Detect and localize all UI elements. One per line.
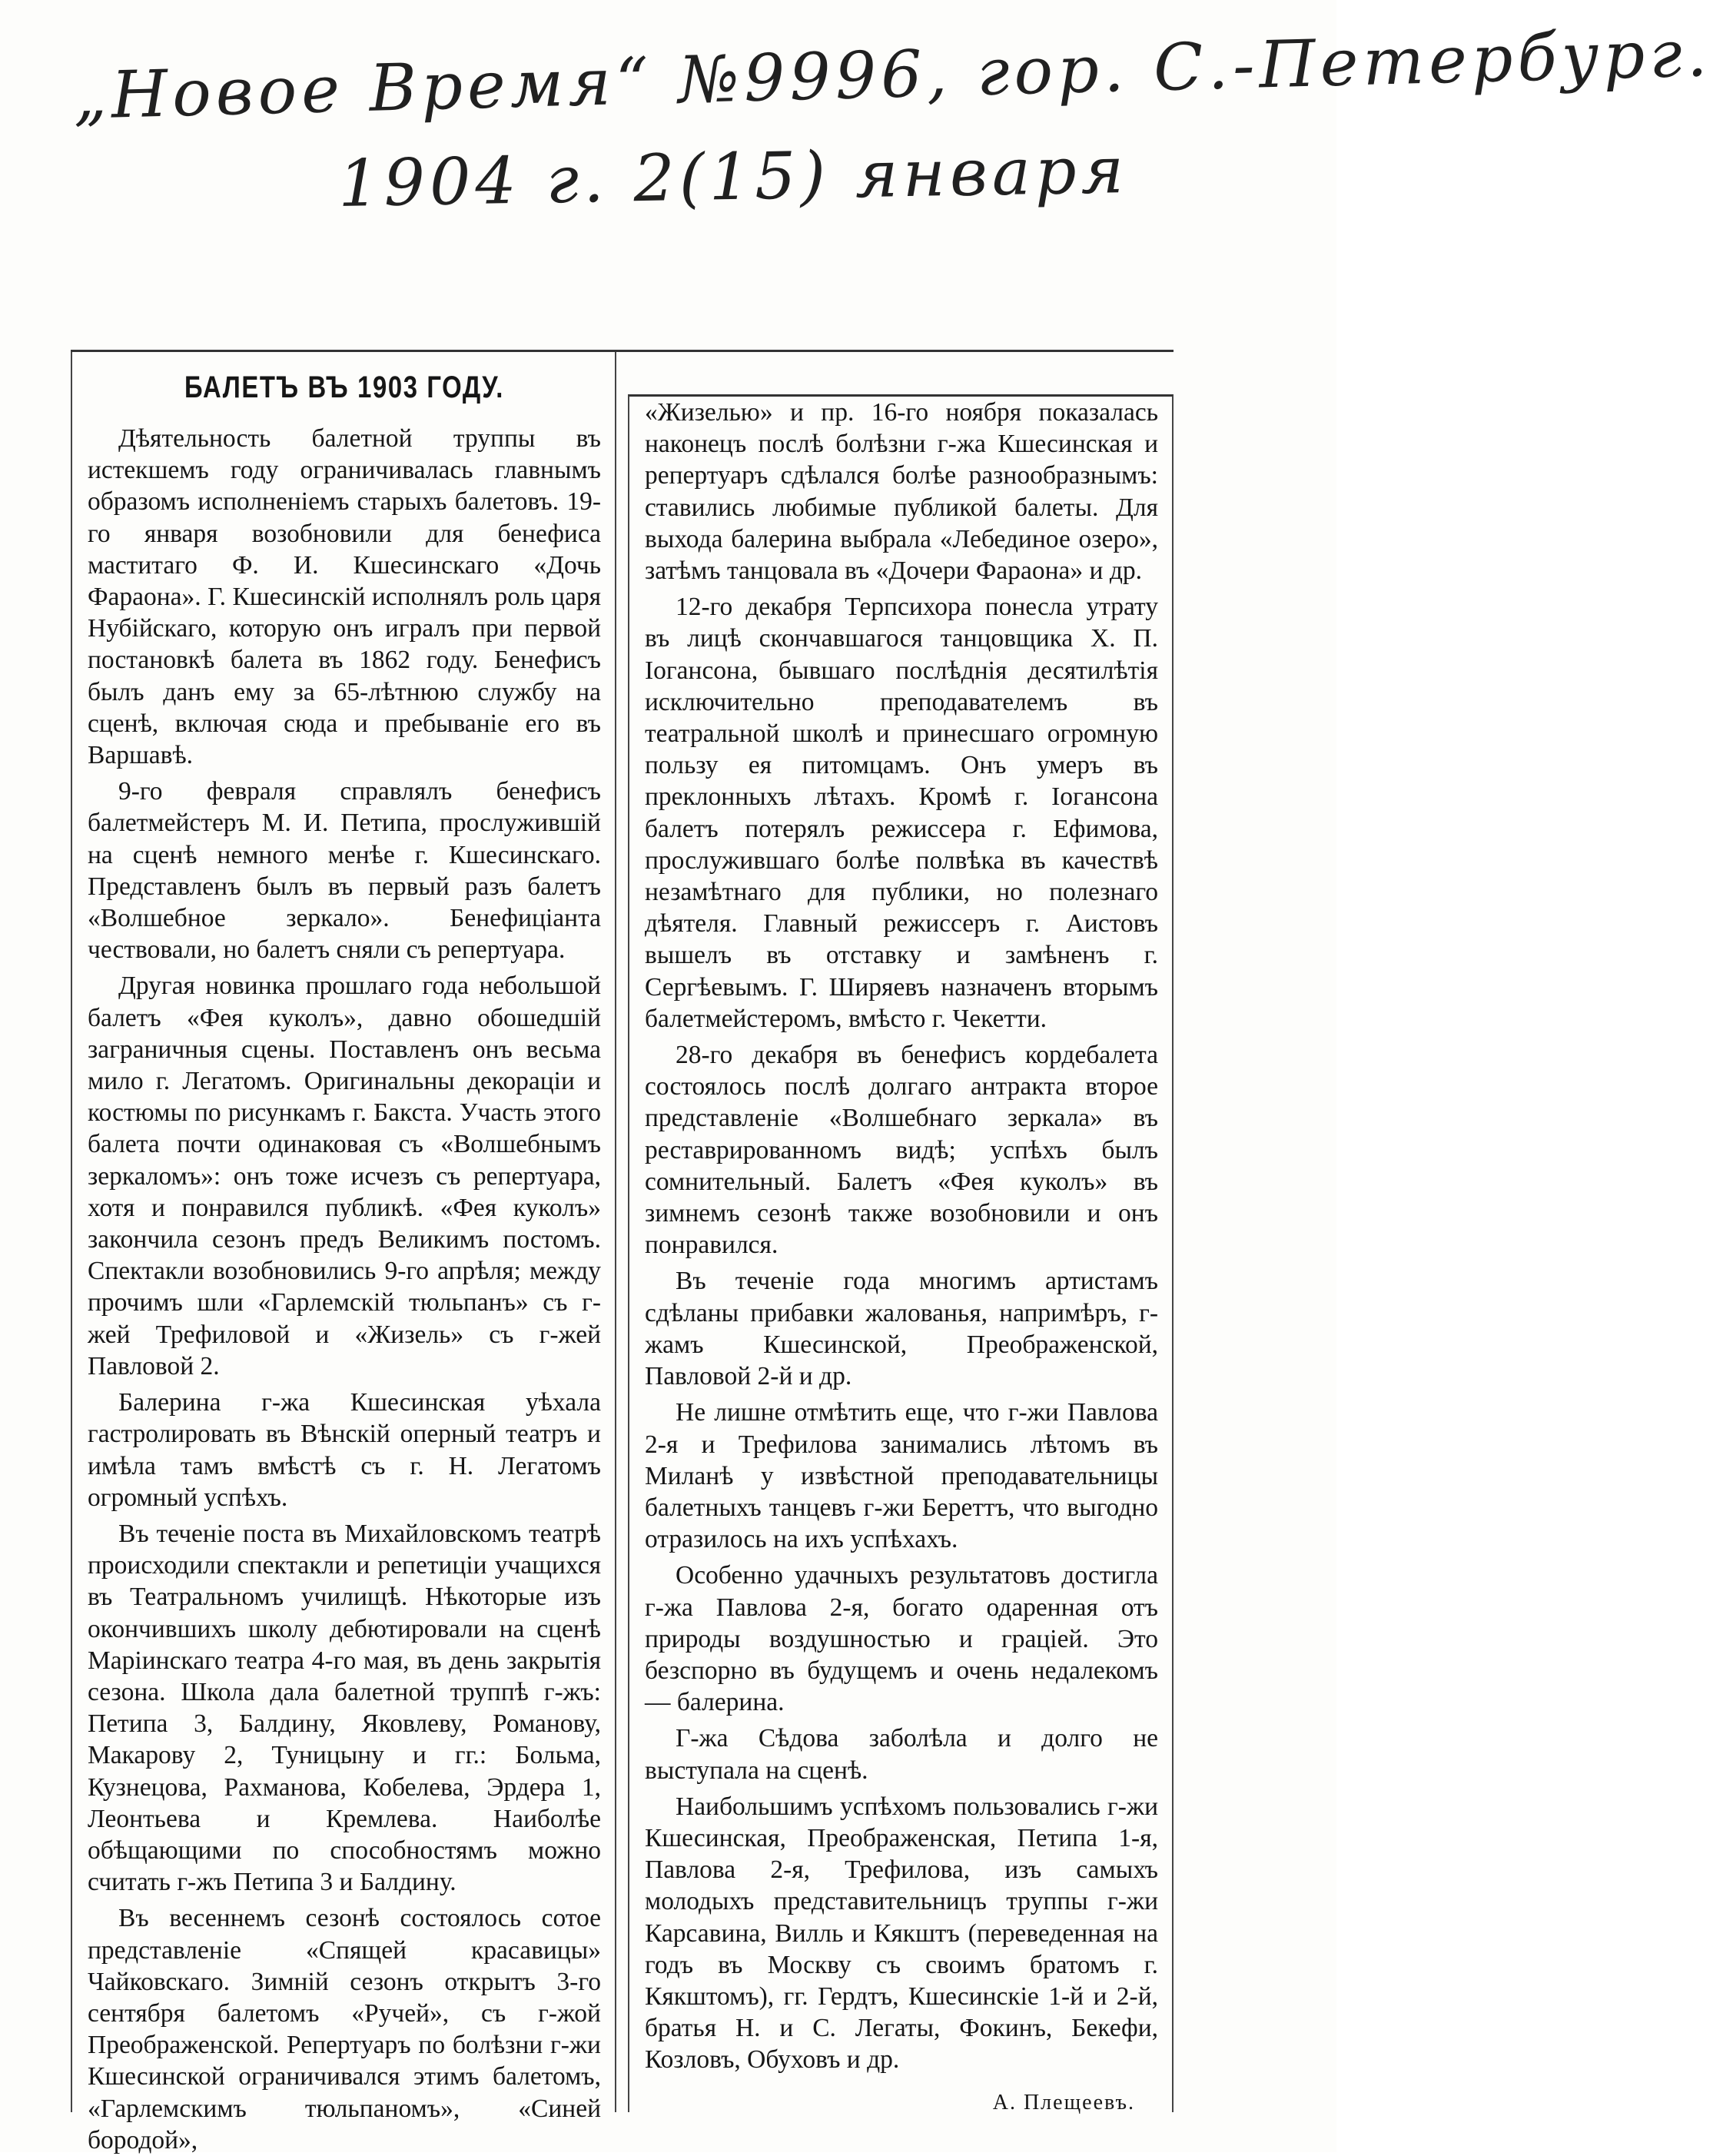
article-headline: БАЛЕТЪ ВЪ 1903 ГОДУ. (184, 370, 504, 404)
handwritten-source-note-line1: „Новое Время“ №9996, гор. С.-Петербург. (72, 15, 1713, 134)
article-paragraph: 28-го декабря въ бенефисъ кордебалета состоялось послѣ долгаго антракта второе представленіе «Волшебнаго зеркала» въ реставрированномъ видѣ; успѣхъ былъ сомнительный. Балетъ «Фея куколъ» въ зимнемъ сезонѣ также возобновили и онъ понравился. (645, 1041, 1158, 1260)
article-left-column (71, 352, 616, 2154)
article-paragraph: Дѣятельность балетной труппы въ истекшемъ году ограничивалась главнымъ образомъ исполненіемъ старыхъ балетовъ. 19-го января возобновили для бенефиса маститаго Ф. И. Кшесинскаго «Дочь Фараона». Г. Кшесинскій исполнялъ роль царя Нубійскаго, которую онъ игралъ при первой постановкѣ балета въ 1862 году. Бенефисъ былъ данъ ему за 65-лѣтнюю службу на сценѣ, включая сюда и пребываніе его въ Варшавѣ. (88, 424, 601, 770)
article-right-column (628, 394, 1174, 2112)
article-paragraph: Въ весеннемъ сезонѣ состоялось сотое представленіе «Спящей красавицы» Чайковскаго. Зимній сезонъ открытъ 3-го сентября балетомъ «Ручей», съ г-жой Преображенской. Репертуаръ по болѣзни г-жи Кшесинской ограничивался этимъ балетомъ, «Гарлемскимъ тюльпаномъ», «Синей бородой», (88, 1904, 601, 2154)
article-paragraph: Особенно удачныхъ результатовъ достигла г-жа Павлова 2-я, богато одаренная отъ природы воздушностью и граціей. Это безспорно въ будущемъ и очень недалекомъ — балерина. (645, 1561, 1158, 1717)
author-signature: А. Плещеевъ. (992, 2090, 1135, 2114)
article-paragraph: Наибольшимъ успѣхомъ пользовались г-жи Кшесинская, Преображенская, Петипа 1-я, Павлова 2-я, Трефилова, изъ самыхъ молодыхъ представительницъ труппы г-жи Карсавина, Вилль и Кякштъ (переведенная на годъ въ Москву съ своимъ братомъ г. Кякштомъ), гг. Гердтъ, Кшесинскіе 1-й и 2-й, братья Н. и С. Легаты, Фокинъ, Бекефи, Козловъ, Обуховъ и др. (645, 1792, 1158, 2075)
article-paragraph: 12-го декабря Терпсихора понесла утрату въ лицѣ скончавшагося танцовщика Х. П. Іогансона, бывшаго послѣднія десятилѣтія исключительно преподавателемъ въ театральной школѣ и принесшаго огромную пользу ея питомцамъ. Онъ умеръ въ преклонныхъ лѣтахъ. Кромѣ г. Іогансона балетъ потерялъ режиссера г. Ефимова, прослужившаго болѣе полвѣка въ качествѣ незамѣтнаго для публики, но полезнаго дѣятеля. Главный режиссеръ г. Аистовъ вышелъ въ отставку и замѣненъ г. Сергѣевымъ. Г. Ширяевъ назначенъ вторымъ балетмейстеромъ, вмѣсто г. Чекетти. (645, 593, 1158, 1033)
article-paragraph: Г-жа Сѣдова заболѣла и долго не выступала на сценѣ. (645, 1724, 1158, 1785)
article-paragraph: Другая новинка прошлаго года небольшой балетъ «Фея куколъ», давно обошедшій заграничныя сцены. Поставленъ онъ весьма мило г. Легатомъ. Оригинальны декораціи и костюмы по рисункамъ г. Бакста. Участь этого балета почти одинаковая съ «Волшебнымъ зеркаломъ»: онъ тоже исчезъ съ репертуара, хотя и понравился публикѣ. «Фея куколъ» закончила сезонъ предъ Великимъ постомъ. Спектакли возобновились 9-го апрѣля; между прочимъ шли «Гарлемскій тюльпанъ» съ г-жей Трефиловой и «Жизель» съ г-жей Павловой 2. (88, 972, 601, 1380)
article-paragraph: Въ теченіе года многимъ артистамъ сдѣланы прибавки жалованья, напримѣръ, г-жамъ Кшесинской, Преображенской, Павловой 2-й и др. (645, 1267, 1158, 1391)
article-clipping (71, 350, 1174, 2154)
article-paragraph: Въ теченіе поста въ Михайловскомъ театрѣ происходили спектакли и репетиціи учащихся въ Театральномъ училищѣ. Нѣкоторые изъ окончившихъ школу дебютировали на сценѣ Маріинскаго театра 4-го мая, въ день закрытія сезона. Школа дала балетной труппѣ г-жъ: Петипа 3, Балдину, Яковлеву, Романову, Макарову 2, Туницыну и гг.: Больма, Кузнецова, Рахманова, Кобелева, Эрдера 1, Леонтьева и Кремлева. Наиболѣе обѣщающими по способностямъ можно считать г-жъ Петипа 3 и Балдину. (88, 1519, 601, 1897)
article-paragraph: 9-го февраля справлялъ бенефисъ балетмейстеръ М. И. Петипа, прослужившій на сценѣ немного менѣе г. Кшесинскаго. Представленъ былъ въ первый разъ балетъ «Волшебное зеркало». Бенефиціанта чествовали, но балетъ сняли съ репертуара. (88, 777, 601, 965)
article-paragraph: Балерина г-жа Кшесинская уѣхала гастролировать въ Вѣнскій оперный театръ и имѣла тамъ вмѣстѣ съ г. Н. Легатомъ огромный успѣхъ. (88, 1388, 601, 1512)
article-paragraph: «Жизелью» и пр. 16-го ноября показалась наконецъ послѣ болѣзни г-жа Кшесинская и репертуаръ сдѣлался болѣе разнообразнымъ: ставились любимые публикой балеты. Для выхода балерина выбрала «Лебединое озеро», затѣмъ танцовала въ «Дочери Фараона» и др. (645, 398, 1158, 586)
handwritten-source-note-line2: 1904 г. 2(15) января (337, 132, 1129, 221)
article-paragraph: Не лишне отмѣтить еще, что г-жи Павлова 2-я и Трефилова занимались лѣтомъ въ Миланѣ у извѣстной преподавательницы балетныхъ танцевъ г-жи Береттъ, что выгодно отразилось на ихъ успѣхахъ. (645, 1398, 1158, 1554)
